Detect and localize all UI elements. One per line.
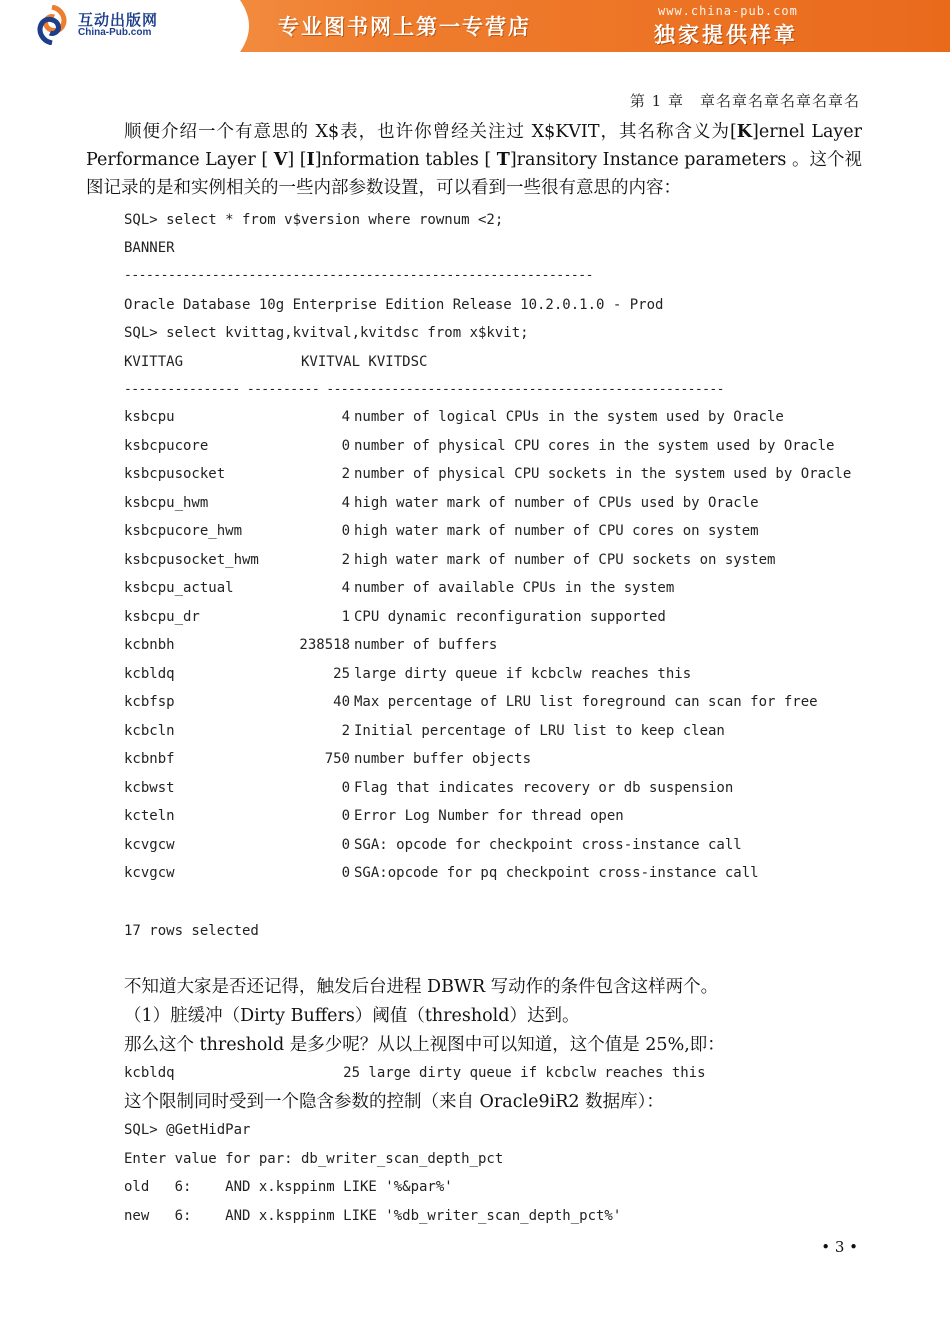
kvit-tag-cell: kcvgcw — [124, 836, 175, 853]
logo-area — [0, 0, 222, 52]
kvit-row — [124, 780, 844, 800]
sql-query-version: SQL> select * from v$version where rownum <2; — [124, 212, 504, 228]
kvit-tag-cell: kcbldq — [124, 665, 175, 682]
kvit-value-cell: 40 — [333, 694, 350, 710]
intro-text: ] [ — [287, 150, 307, 170]
kvit-row — [124, 495, 844, 515]
kvit-row — [124, 865, 844, 885]
kvit-value-cell: 0 — [341, 865, 350, 881]
kvit-description-cell: number of logical CPUs in the system used by Oracle — [354, 409, 784, 425]
kvit-description-cell: high water mark of number of CPU sockets on system — [354, 551, 776, 568]
kvit-tag-cell: kcbnbf — [124, 751, 175, 767]
banner-slogan: 专业图书网上第一专营店 — [278, 15, 531, 39]
intro-bold-i: I — [306, 150, 315, 170]
kvit-value-cell: 1 — [341, 608, 350, 625]
kvit-value-cell: 0 — [341, 523, 350, 539]
kvit-tag-cell: kcteln — [124, 808, 175, 824]
kvit-tag-cell: ksbcpusocket — [124, 466, 226, 482]
kvit-description-cell: large dirty queue if kcbclw reaches this — [354, 665, 692, 682]
kvit-row — [124, 637, 844, 657]
intro-paragraph — [86, 118, 862, 202]
kvit-row — [124, 666, 844, 686]
intro-text: ]nformation tables [ — [314, 150, 497, 170]
kvit-value-cell: 0 — [341, 836, 350, 853]
logo-chinese-name: 互动出版网 — [78, 11, 159, 29]
kvit-tag-cell: kcvgcw — [124, 865, 175, 881]
kvit-column-header: KVITTAG KVITVAL KVITDSC — [124, 354, 428, 370]
kvit-description-cell: Flag that indicates recovery or db suspension — [354, 779, 734, 796]
kvit-value-cell: 238518 — [299, 637, 350, 653]
banner-divider-curve — [222, 0, 282, 52]
kvit-value-cell: 4 — [341, 580, 350, 596]
chapter-header: 第 1 章 章名章名章名章名章名 — [629, 92, 860, 110]
kvit-description-cell: number buffer objects — [354, 751, 532, 767]
kvit-row — [124, 751, 844, 771]
kvit-row — [124, 723, 844, 743]
kvit-description-cell: number of physical CPU sockets in the system used by Oracle — [354, 466, 852, 482]
kvit-row — [124, 580, 844, 600]
kvit-tag-cell: ksbcpusocket_hwm — [124, 551, 259, 568]
sql3-line: new 6: AND x.ksppinm LIKE '%db_writer_scan_depth_pct%' — [124, 1208, 622, 1224]
intro-text: 顺便介绍一个有意思的 X$表，也许你曾经关注过 X$KVIT，其名称含义为[ — [124, 122, 737, 142]
kvit-tag-cell: ksbcpu_hwm — [124, 494, 209, 511]
kvit-value-cell: 0 — [341, 779, 350, 796]
kvit-tag-cell: ksbcpu_dr — [124, 608, 200, 625]
intro-text: ]ransitory Instance parameters 。这个视图记录的是和实例相关的一些内部参数设置，可以看到一些很有意思的内容： — [86, 150, 862, 198]
rows-selected-footer: 17 rows selected — [124, 923, 259, 939]
kvit-description-cell: number of physical CPU cores in the system used by Oracle — [354, 437, 835, 454]
kvit-row — [124, 609, 844, 629]
sql-query-kvit: SQL> select kvittag,kvitval,kvitdsc from x$kvit; — [124, 325, 529, 341]
kvit-tag-cell: ksbcpucore — [124, 437, 209, 454]
kvit-row — [124, 438, 844, 458]
kvit-row — [124, 552, 844, 572]
kvit-tag-cell: ksbcpu — [124, 409, 175, 425]
sql3-line: old 6: AND x.ksppinm LIKE '%&par%' — [124, 1179, 453, 1195]
sql3-line: Enter value for par: db_writer_scan_depth_pct — [124, 1151, 504, 1167]
kvit-value-cell: 2 — [341, 722, 350, 739]
kvit-value-cell: 2 — [341, 466, 350, 482]
logo-english-name: China-Pub.com — [78, 27, 152, 38]
kvit-tag-cell: kcbcln — [124, 722, 175, 739]
paragraph-dbwr: 不知道大家是否还记得，触发后台进程 DBWR 写动作的条件包含这样两个。 — [124, 977, 719, 997]
sql3-line: SQL> @GetHidPar — [124, 1122, 251, 1138]
kvit-row — [124, 466, 852, 486]
kvit-description-cell: high water mark of number of CPU cores on system — [354, 523, 759, 539]
kvit-description-cell: number of available CPUs in the system — [354, 580, 675, 596]
kvit-value-cell: 25 — [333, 665, 350, 682]
china-pub-logo-icon — [34, 5, 70, 45]
kvit-value-cell: 750 — [324, 751, 350, 767]
kvit-row — [124, 808, 844, 828]
kvit-tag-cell: ksbcpucore_hwm — [124, 523, 243, 539]
intro-text: ]ernel Layer Performance Layer [ — [86, 122, 863, 170]
kvit-description-cell: high water mark of number of CPUs used by Oracle — [354, 494, 759, 511]
page-number: • 3 • — [821, 1238, 858, 1256]
paragraph-threshold: （1）脏缓冲（Dirty Buffers）阈值（threshold）达到。 — [124, 1006, 580, 1026]
kvit-tag-cell: kcbfsp — [124, 694, 175, 710]
kvit-value-cell: 0 — [341, 808, 350, 824]
kvit-description-cell: number of buffers — [354, 637, 498, 653]
intro-bold-k: K — [736, 122, 753, 142]
kvit-description-cell: Error Log Number for thread open — [354, 808, 624, 824]
kvit-row — [124, 694, 844, 714]
paragraph-hidden-param: 这个限制同时受到一个隐含参数的控制（来自 Oracle9iR2 数据库）： — [124, 1092, 664, 1112]
kvit-description-cell: SGA:opcode for pq checkpoint cross-instance call — [354, 865, 759, 881]
kvit-row — [124, 837, 844, 857]
kvit-tag-cell: kcbwst — [124, 779, 175, 796]
paragraph-threshold-value: 那么这个 threshold 是多少呢？从以上视图中可以知道，这个值是 25%,即： — [124, 1035, 725, 1055]
kvit-description-cell: Max percentage of LRU list foreground can scan for free — [354, 694, 818, 710]
kvit-description-cell: SGA: opcode for checkpoint cross-instance call — [354, 836, 742, 853]
intro-bold-v: V — [273, 150, 288, 170]
banner-url[interactable]: www.china-pub.com — [658, 4, 798, 18]
sql-version-result: Oracle Database 10g Enterprise Edition Release 10.2.0.1.0 - Prod — [124, 297, 664, 313]
kvit-separator: ---------------- ---------- ------------------------------------------------------- — [124, 382, 724, 397]
banner-tagline: 独家提供样章 — [654, 23, 798, 47]
sql-separator: ---------------------------------------------------------------- — [124, 268, 593, 283]
kvit-tag-cell: kcbnbh — [124, 637, 175, 653]
kvit-row — [124, 523, 844, 543]
kvit-description-cell: Initial percentage of LRU list to keep clean — [354, 722, 725, 739]
kvit-value-cell: 4 — [341, 494, 350, 511]
kvit-tag-cell: ksbcpu_actual — [124, 580, 234, 596]
sql-column-header: BANNER — [124, 240, 175, 256]
kvit-value-cell: 4 — [341, 409, 350, 425]
kvit-value-cell: 2 — [341, 551, 350, 568]
site-banner — [0, 0, 950, 52]
kvit-description-cell: CPU dynamic reconfiguration supported — [354, 608, 666, 625]
intro-bold-t: T — [496, 150, 510, 170]
kvit-value-cell: 0 — [341, 437, 350, 454]
kvit-row — [124, 409, 844, 429]
kcbldq-code-line: kcbldq 25 large dirty queue if kcbclw reaches this — [124, 1065, 706, 1081]
